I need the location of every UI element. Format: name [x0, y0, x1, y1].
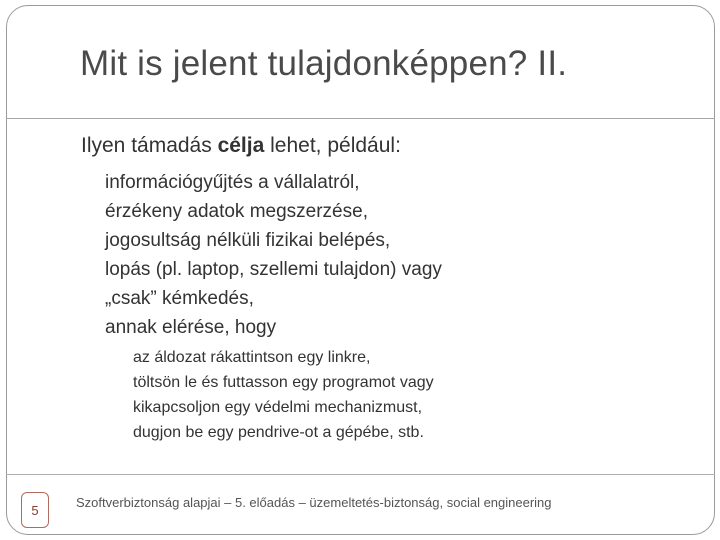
bullet-text-post: lehet, például:: [264, 134, 401, 157]
bullet-text: töltsön le és futtasson egy programot vagy: [133, 374, 434, 391]
bullet-text: annak elérése, hogy: [105, 317, 277, 338]
bullet-text: az áldozat rákattintson egy linkre,: [133, 349, 371, 366]
bullet-text: „csak” kémkedés,: [105, 288, 254, 309]
bullet-level2: [104, 288, 254, 310]
bullet-level1: [80, 134, 401, 158]
bullet-level3: [132, 399, 422, 417]
bullet-level3: [132, 349, 370, 367]
slide-title: Mit is jelent tulajdonképpen? II.: [80, 44, 568, 83]
bullet-level2: [104, 172, 360, 194]
bullet-text-pre: Ilyen támadás: [81, 134, 218, 157]
bullet-text: kikapcsoljon egy védelmi mechanizmust,: [133, 399, 423, 416]
footer-divider: [6, 474, 715, 475]
bullet-level2: [104, 230, 390, 252]
bullet-text-bold: célja: [217, 134, 265, 157]
bullet-level3: [132, 374, 434, 392]
bullet-level2: [104, 201, 368, 223]
bullet-level2: [104, 317, 276, 339]
bullet-text: érzékeny adatok megszerzése,: [105, 201, 368, 222]
bullet-text: információgyűjtés a vállalatról,: [105, 172, 360, 193]
page-number-badge: [21, 492, 49, 528]
page-number: 5: [31, 502, 39, 518]
footer-text: Szoftverbiztonság alapjai – 5. előadás – üzemeltetés-biztonság, social engineering: [76, 495, 552, 510]
title-divider: [6, 118, 715, 119]
bullet-text: jogosultság nélküli fizikai belépés,: [105, 230, 391, 251]
bullet-text: lopás (pl. laptop, szellemi tulajdon) vagy: [105, 259, 442, 280]
bullet-level2: [104, 259, 442, 281]
bullet-level3: [132, 424, 424, 442]
bullet-text: dugjon be egy pendrive-ot a gépébe, stb.: [133, 424, 424, 441]
